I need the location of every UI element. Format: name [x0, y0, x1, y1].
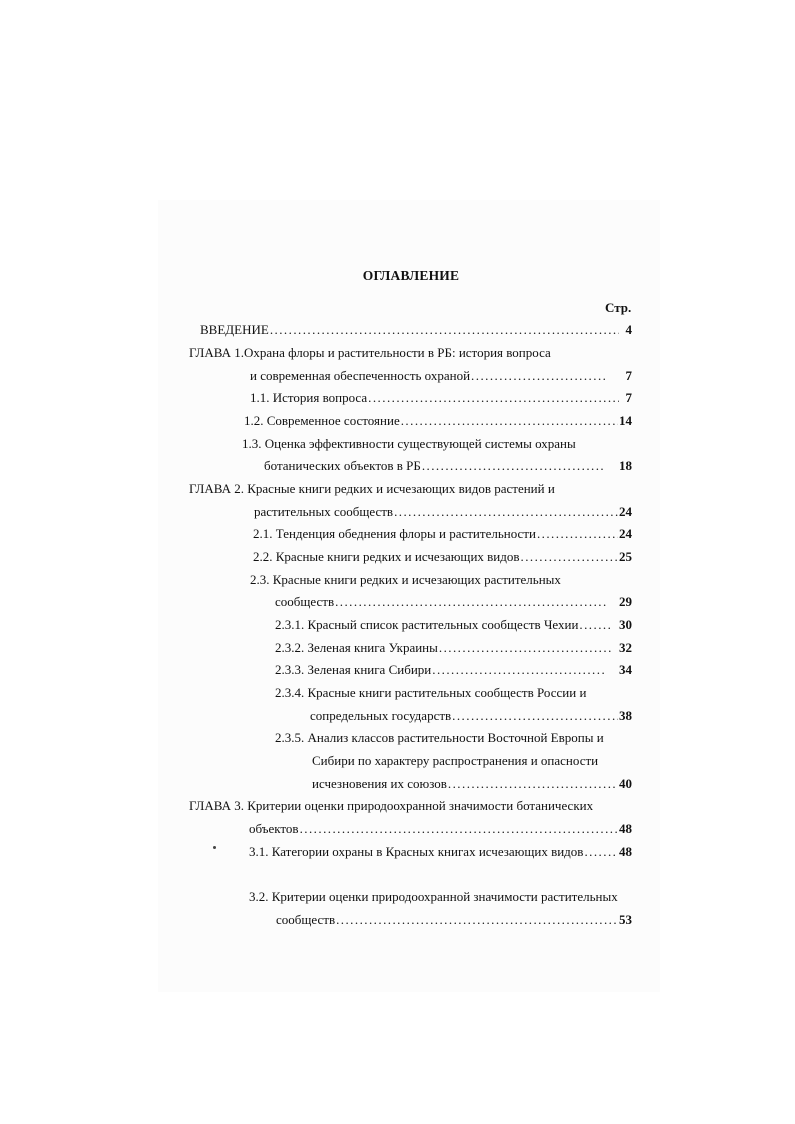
leader-dots [521, 549, 619, 565]
toc-page-number: 53 [619, 912, 632, 927]
toc-entry[interactable] [244, 413, 632, 429]
toc-entry-title: сопредельных государств [310, 708, 452, 723]
leader-dots [579, 617, 611, 633]
toc-page-number: 14 [619, 413, 632, 428]
toc-entry[interactable] [250, 368, 632, 384]
toc-entry-title: 1.2. Современное состояние [244, 413, 400, 428]
toc-entry-title: 1.1. История вопроса [250, 390, 368, 405]
toc-page-number: 48 [619, 844, 632, 859]
leader-dots [422, 458, 605, 474]
leader-dots [336, 912, 618, 928]
toc-entry-title: исчезновения их союзов [312, 776, 447, 791]
toc-entry-title[interactable]: 2.3.5. Анализ классов растительности Восточной Европы и [275, 730, 604, 745]
toc-entry-title[interactable]: ГЛАВА 1.Охрана флоры и растительности в РБ: история вопроса [189, 345, 551, 360]
toc-entry[interactable] [254, 504, 632, 520]
toc-entry-title: 2.3.1. Красный список растительных сообществ Чехии [275, 617, 579, 632]
leader-dots [394, 504, 618, 520]
toc-page-number: 18 [619, 458, 632, 473]
toc-entry[interactable] [253, 526, 632, 542]
toc-entry-title: сообществ [275, 594, 335, 609]
toc-entry-title: 2.3.3. Зеленая книга Сибири [275, 662, 432, 677]
toc-entry[interactable] [310, 708, 632, 724]
leader-dots [537, 526, 618, 542]
toc-entry-title: 2.2. Красные книги редких и исчезающих видов [253, 549, 520, 564]
toc-entry[interactable] [275, 594, 632, 610]
toc-page-number: 30 [619, 617, 632, 632]
toc-entry-title[interactable]: 2.3.4. Красные книги растительных сообществ России и [275, 685, 587, 700]
scan-speck [213, 846, 216, 849]
toc-entry[interactable] [249, 821, 632, 837]
toc-page-number: 7 [625, 368, 632, 383]
toc-page-number: 40 [619, 776, 632, 791]
leader-dots [448, 776, 618, 792]
leader-dots [401, 413, 618, 429]
toc-entry-title: сообществ [276, 912, 336, 927]
toc-entry[interactable] [249, 844, 632, 860]
toc-entry-title: ботанических объектов в РБ [264, 458, 421, 473]
toc-page-number: 7 [625, 390, 632, 405]
toc-page-number: 25 [619, 549, 632, 564]
toc-page-number: 24 [619, 526, 632, 541]
leader-dots [452, 708, 618, 724]
toc-entry[interactable] [250, 390, 632, 406]
toc-entry-title[interactable]: 3.2. Критерии оценки природоохранной значимости растительных [249, 889, 618, 904]
page-title: ОГЛАВЛЕНИЕ [362, 268, 460, 283]
toc-page-number: 34 [619, 662, 632, 677]
leader-dots [584, 844, 618, 860]
toc-entry[interactable] [253, 549, 632, 565]
toc-page-number: 24 [619, 504, 632, 519]
toc-entry-title: объектов [249, 821, 299, 836]
toc-page-number: 4 [625, 322, 632, 337]
toc-entry[interactable] [312, 776, 632, 792]
toc-entry[interactable] [264, 458, 632, 474]
toc-entry[interactable] [275, 662, 632, 678]
leader-dots [368, 390, 619, 406]
toc-entry-title: растительных сообществ [254, 504, 394, 519]
toc-entry-title: 2.1. Тенденция обеднения флоры и растительности [253, 526, 536, 541]
toc-entry[interactable] [275, 640, 632, 656]
leader-dots [439, 640, 611, 656]
toc-entry[interactable] [276, 912, 632, 928]
leader-dots [300, 821, 618, 837]
toc-page-number: 48 [619, 821, 632, 836]
toc-entry[interactable] [275, 617, 632, 633]
toc-page-number: 29 [619, 594, 632, 609]
toc-page-number: 38 [619, 708, 632, 723]
leader-dots [270, 322, 619, 338]
leader-dots [471, 368, 606, 384]
toc-entry-title[interactable]: ГЛАВА 3. Критерии оценки природоохранной значимости ботанических [189, 798, 594, 813]
toc-page-number: 32 [619, 640, 632, 655]
toc-entry-title[interactable]: Сибири по характеру распространения и опасности [312, 753, 599, 768]
toc-entry-title: ВВЕДЕНИЕ [200, 322, 269, 337]
toc-entry[interactable] [200, 322, 632, 338]
toc-entry-title: 3.1. Категории охраны в Красных книгах исчезающих видов [249, 844, 584, 859]
toc-entry-title: и современная обеспеченность охраной [250, 368, 471, 383]
leader-dots [335, 594, 607, 610]
toc-entry-title[interactable]: ГЛАВА 2. Красные книги редких и исчезающих видов растений и [189, 481, 555, 496]
page-column-label: Стр. [605, 300, 632, 315]
leader-dots [432, 662, 605, 678]
toc-entry-title[interactable]: 1.3. Оценка эффективности существующей системы охраны [242, 436, 576, 451]
toc-entry-title: 2.3.2. Зеленая книга Украины [275, 640, 438, 655]
toc-entry-title[interactable]: 2.3. Красные книги редких и исчезающих растительных [250, 572, 561, 587]
